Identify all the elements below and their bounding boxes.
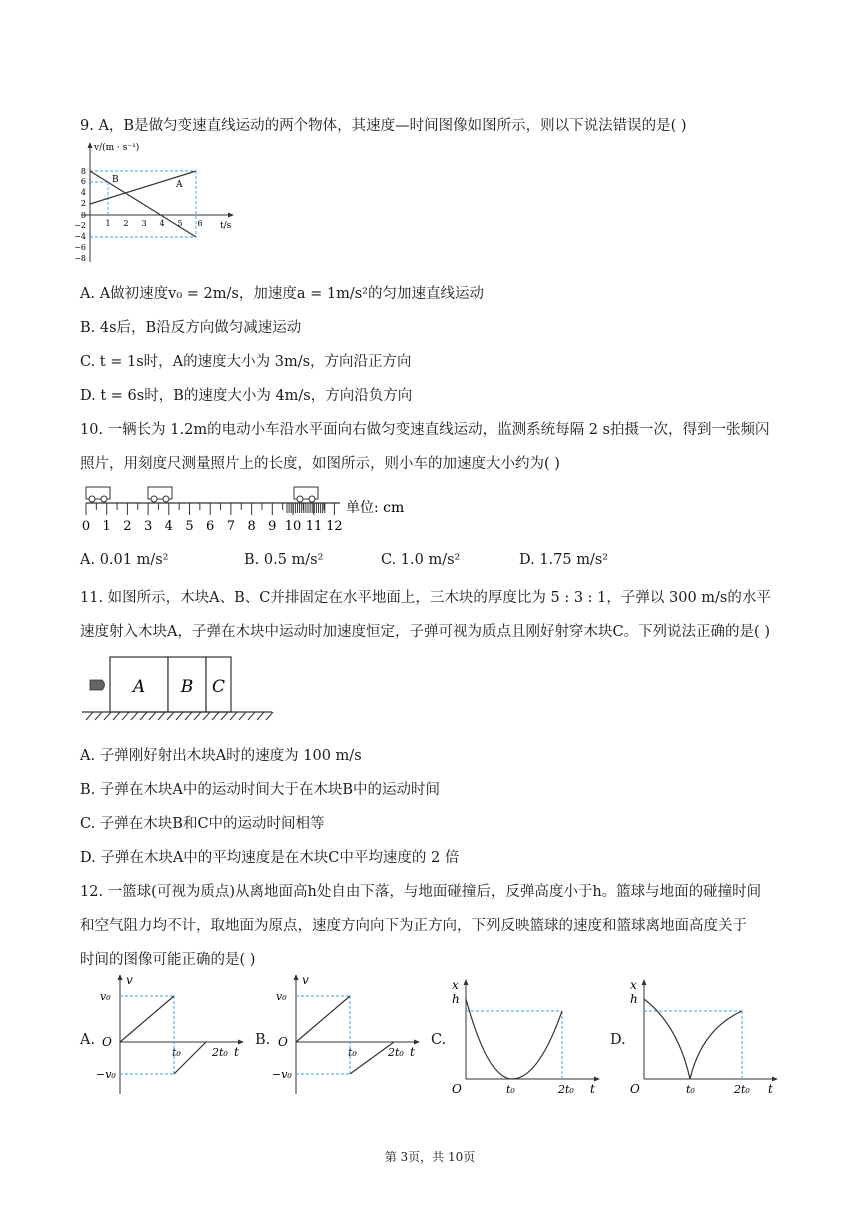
ruler-label: 5: [185, 519, 194, 534]
q12-stem-line1: 12. 一篮球(可视为质点)从离地面高h处自由下落，与地面碰撞后，反弹高度小于h。篮球与地面的碰撞时间: [80, 884, 762, 900]
svg-text:−v₀: −v₀: [272, 1068, 292, 1081]
ground-hatch-line: [257, 712, 264, 720]
ground-hatch-line: [104, 712, 111, 720]
q9-xtick: 3: [141, 219, 147, 228]
svg-text:−v₀: −v₀: [96, 1068, 116, 1081]
svg-text:t: t: [234, 1045, 239, 1059]
ground-hatch-line: [113, 712, 120, 720]
ground-hatch-line: [86, 712, 93, 720]
q12-graph-a-label[interactable]: A.: [80, 1032, 96, 1048]
q12-graph-d-label[interactable]: D.: [610, 1032, 626, 1048]
svg-text:h: h: [452, 992, 460, 1006]
q12-graph-a[interactable]: [96, 970, 246, 1100]
svg-text:x: x: [452, 978, 459, 992]
ground-hatch-line: [266, 712, 273, 720]
q9-label-b: B: [112, 175, 119, 185]
q9-ylabel: v/(m · s⁻¹): [94, 143, 140, 153]
svg-text:v: v: [302, 973, 309, 987]
q9-ytick: −2: [74, 221, 86, 230]
ground-hatch-line: [248, 712, 255, 720]
svg-text:O: O: [630, 1082, 640, 1096]
q12-stem-line3: 时间的图像可能正确的是( ): [80, 952, 256, 968]
svg-text:t₀: t₀: [686, 1083, 695, 1096]
svg-text:v: v: [126, 973, 133, 987]
q9-ytick: 6: [80, 177, 86, 186]
ruler-label: 4: [164, 519, 173, 534]
svg-text:2t₀: 2t₀: [734, 1083, 750, 1096]
ground-hatch-line: [95, 712, 102, 720]
q11-stem-line1: 11. 如图所示，木块A、B、C并排固定在水平地面上，三木块的厚度比为 5 : 3 : 1，子弹以 300 m/s的水平: [80, 590, 771, 606]
svg-text:x: x: [630, 978, 637, 992]
ground-hatch-line: [221, 712, 228, 720]
svg-text:O: O: [102, 1035, 112, 1049]
ruler-label: 8: [247, 519, 256, 534]
q9-stem: 9. A，B是做匀变速直线运动的两个物体，其速度—时间图像如图所示，则以下说法错误的是( ): [80, 118, 687, 134]
svg-text:t: t: [590, 1082, 595, 1096]
q10-option-b[interactable]: B. 0.5 m/s²: [244, 552, 324, 568]
q9-xtick: 6: [197, 219, 203, 228]
ground-hatch-line: [158, 712, 165, 720]
ruler-unit: 单位: cm: [346, 500, 405, 516]
q9-ytick: 8: [80, 167, 86, 176]
svg-text:2t₀: 2t₀: [388, 1046, 404, 1059]
block-label-a: A: [132, 677, 146, 697]
ground-hatch-line: [194, 712, 201, 720]
q12-graph-b-label[interactable]: B.: [255, 1032, 271, 1048]
q9-option-a[interactable]: A. A做初速度v₀ = 2m/s，加速度a = 1m/s²的匀加速直线运动: [80, 286, 484, 302]
q12-graph-d[interactable]: [626, 975, 786, 1100]
q12-graph-b[interactable]: [272, 970, 422, 1100]
ground-hatch-line: [149, 712, 156, 720]
svg-text:v₀: v₀: [276, 990, 287, 1003]
svg-text:2t₀: 2t₀: [558, 1083, 574, 1096]
svg-text:2t₀: 2t₀: [212, 1046, 228, 1059]
ruler-label: 11: [305, 519, 323, 534]
q10-option-a[interactable]: A. 0.01 m/s²: [80, 552, 169, 568]
q9-option-d[interactable]: D. t = 6s时，B的速度大小为 4m/s，方向沿负方向: [80, 388, 413, 404]
ruler-label: 3: [143, 519, 153, 534]
ground-hatch-line: [122, 712, 129, 720]
ground-hatch-line: [230, 712, 237, 720]
svg-text:t₀: t₀: [506, 1083, 515, 1096]
ground-hatch-line: [239, 712, 246, 720]
svg-text:t: t: [768, 1082, 773, 1096]
svg-text:O: O: [278, 1035, 288, 1049]
q9-xlabel: t/s: [220, 221, 232, 231]
q9-ytick: 4: [80, 188, 86, 197]
q10-ruler-figure: [78, 484, 418, 534]
q12-graph-c-label[interactable]: C.: [431, 1032, 447, 1048]
ground-hatch-line: [212, 712, 219, 720]
ground-hatch-line: [185, 712, 192, 720]
q11-option-a[interactable]: A. 子弹刚好射出木块A时的速度为 100 m/s: [80, 748, 362, 764]
svg-text:O: O: [452, 1082, 462, 1096]
block-label-b: B: [180, 677, 194, 697]
bullet-icon: [90, 680, 105, 690]
q10-stem-line1: 10. 一辆长为 1.2m的电动小车沿水平面向右做匀变速直线运动，监测系统每隔 2 s拍摄一次，得到一张频闪: [80, 422, 770, 438]
ruler-label: 7: [226, 519, 236, 534]
q11-option-d[interactable]: D. 子弹在木块A中的平均速度是在木块C中平均速度的 2 倍: [80, 850, 460, 866]
q9-option-b[interactable]: B. 4s后，B沿反方向做匀减速运动: [80, 320, 302, 336]
q10-option-c[interactable]: C. 1.0 m/s²: [381, 552, 461, 568]
q9-ytick: 2: [80, 199, 86, 208]
ground-hatch-line: [140, 712, 147, 720]
q9-xtick: 1: [105, 219, 111, 228]
ruler-label: 6: [206, 519, 215, 534]
ground-hatch-line: [203, 712, 210, 720]
q11-option-c[interactable]: C. 子弹在木块B和C中的运动时间相等: [80, 816, 325, 832]
q9-ytick: 0: [80, 211, 86, 220]
ground-hatch-line: [176, 712, 183, 720]
q10-option-d[interactable]: D. 1.75 m/s²: [519, 552, 609, 568]
q12-graph-c[interactable]: [448, 975, 608, 1100]
ruler-label: 0: [81, 519, 91, 534]
q9-option-c[interactable]: C. t = 1s时，A的速度大小为 3m/s，方向沿正方向: [80, 354, 412, 370]
svg-text:t: t: [410, 1045, 415, 1059]
q9-ytick: −8: [74, 254, 86, 263]
q9-ytick: −4: [74, 232, 86, 241]
q9-label-a: A: [176, 180, 183, 190]
q9-xtick: 5: [177, 219, 183, 228]
svg-text:t₀: t₀: [172, 1046, 181, 1059]
q9-xtick: 2: [123, 219, 129, 228]
ruler-label: 2: [123, 519, 132, 534]
svg-text:h: h: [630, 992, 638, 1006]
q10-stem-line2: 照片，用刻度尺测量照片上的长度，如图所示，则小车的加速度大小约为( ): [80, 456, 560, 472]
ruler-label: 12: [326, 519, 343, 534]
svg-text:t₀: t₀: [348, 1046, 357, 1059]
q11-blocks-figure: [80, 654, 280, 724]
block-label-c: C: [211, 677, 226, 697]
ruler-label: 1: [102, 519, 111, 534]
svg-text:v₀: v₀: [100, 990, 111, 1003]
q9-xtick: 4: [159, 219, 165, 228]
q9-vt-graph: [74, 140, 244, 268]
q9-ytick: −6: [74, 243, 86, 252]
q11-option-b[interactable]: B. 子弹在木块A中的运动时间大于在木块B中的运动时间: [80, 782, 440, 798]
ruler-label: 9: [268, 519, 277, 534]
ruler-label: 10: [284, 519, 302, 534]
q12-stem-line2: 和空气阻力均不计，取地面为原点，速度方向向下为正方向，下列反映篮球的速度和篮球离地面高度关于: [80, 918, 747, 934]
q11-stem-line2: 速度射入木块A，子弹在木块中运动时加速度恒定，子弹可视为质点且刚好射穿木块C。下列说法正确的是( ): [80, 624, 770, 640]
page-footer: 第 3页，共 10页: [384, 1150, 476, 1164]
ground-hatch-line: [167, 712, 174, 720]
ground-hatch-line: [131, 712, 138, 720]
